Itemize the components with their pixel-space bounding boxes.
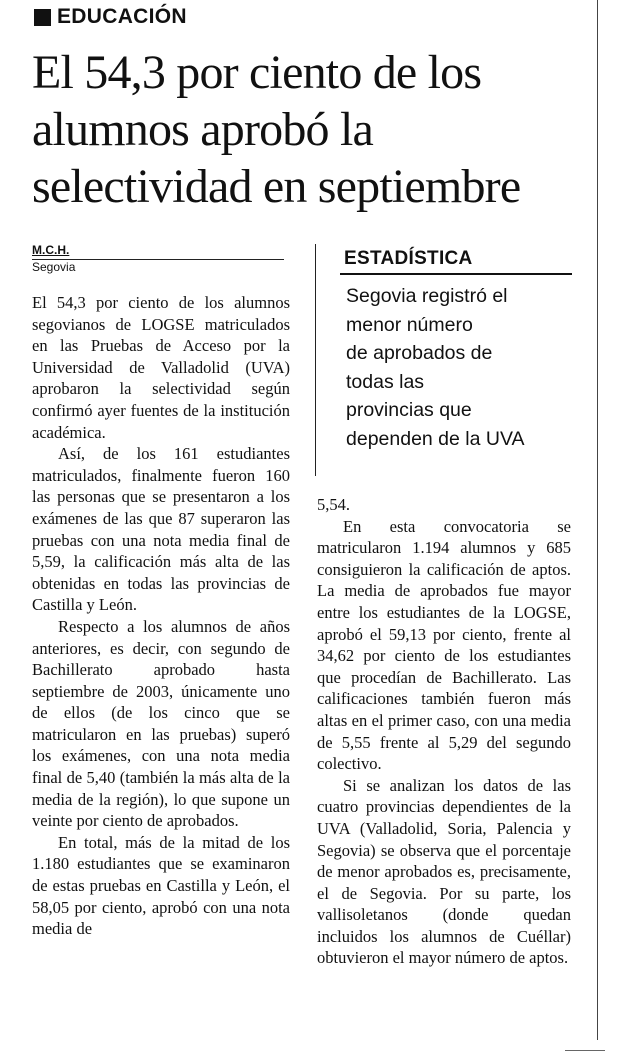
sidebar-line: dependen de la UVA	[346, 427, 525, 450]
article-paragraph: En esta convocatoria se matricularon 1.194 alumnos y 685 consiguieron la calificación de aptos. La media de aprobados fue mayor entre los estudiantes de la LOGSE, aprobó el 59,13 por ciento, frente al 34,62 por ciento de los estudiantes que procedían de Bachillerato. Las calificaciones también fueron más altas en el primer caso, con una media de 5,55 frente al 5,29 del segundo colectivo.	[317, 516, 571, 774]
article-paragraph: Así, de los 161 estudiantes matriculados, finalmente fueron 160 las personas que se presentaron a los exámenes de las que 87 superaron las pruebas con una nota media final de 5,59, la calificación más alta de las obtenidas en todas las provincias de Castilla y León.	[32, 444, 290, 615]
article-paragraph: El 54,3 por ciento de los alumnos segovianos de LOGSE matriculados en las Pruebas de Acceso por la Universidad de Valladolid (UVA) aprobaron la selectividad según confirmó ayer fuentes de la institución académica.	[32, 293, 290, 442]
article-column-left	[32, 292, 290, 940]
article-paragraph: Respecto a los alumnos de años anteriores, es decir, con segundo de Bachillerato aprobado hasta septiembre de 2003, únicamente uno de ellos (de los cinco que se matricularon en las pruebas) superó los exámenes, con una nota media final de 5,40 (también la más alta de la media de la región), lo que supone un veinte por ciento de aprobados.	[32, 616, 290, 831]
article-paragraph: En total, más de la mitad de los 1.180 estudiantes que se examinaron de estas pruebas en Castilla y León, el 58,05 por ciento, aprobó con una nota media de	[32, 832, 290, 939]
article-paragraph: Si se analizan los datos de las cuatro provincias dependientes de la UVA (Valladolid, Soria, Palencia y Segovia) se observa que el porcentaje de menor aprobados es, precisamente, el de Segovia. Por su parte, los vallisoletanos (donde quedan incluidos los alumnos de Cuéllar) obtuvieron el mayor número de aptos.	[317, 775, 571, 968]
sidebar-line: provincias que	[346, 399, 472, 422]
sidebar-line: de aprobados de	[346, 342, 493, 365]
headline-line-1: El 54,3 por ciento de los	[32, 46, 482, 99]
byline-city: Segovia	[32, 260, 76, 274]
sidebar-line: todas las	[346, 370, 425, 393]
headline-line-2: alumnos aprobó la	[32, 103, 373, 156]
sidebar-line: menor número	[346, 313, 473, 336]
headline-line-3: selectividad en septiembre	[32, 160, 521, 213]
page-margin-rule	[597, 0, 598, 1040]
sidebar-text	[346, 282, 576, 454]
stat-sidebar	[315, 244, 576, 476]
section-tag	[34, 4, 187, 30]
section-label: EDUCACIÓN	[57, 5, 187, 28]
byline-author: M.C.H.	[32, 243, 70, 257]
sidebar-label: ESTADÍSTICA	[344, 248, 473, 269]
sidebar-line: Segovia registró el	[346, 285, 508, 307]
page-bottom-rule	[565, 1050, 605, 1051]
article-paragraph: 5,54.	[317, 495, 350, 514]
article-column-right	[317, 494, 571, 969]
headline	[32, 44, 612, 215]
section-square-icon	[34, 9, 51, 26]
byline	[32, 243, 284, 274]
sidebar-rule	[340, 273, 572, 275]
